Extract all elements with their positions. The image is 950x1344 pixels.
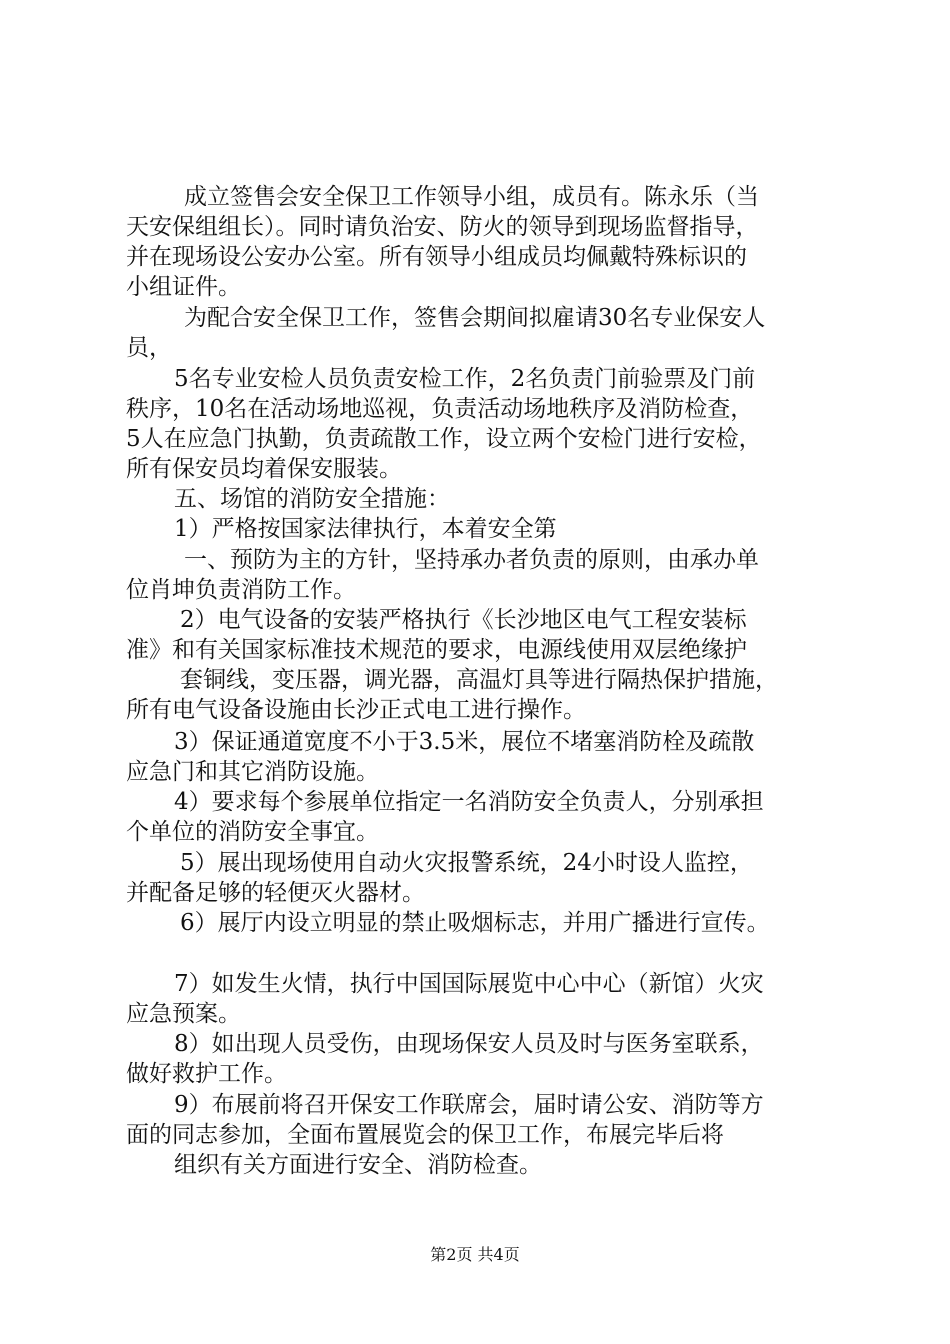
text-line: 5名专业安检人员负责安检工作，2名负责门前验票及门前: [174, 366, 756, 392]
text-line: 5）展出现场使用自动火灾报警系统，24小时设人监控，: [180, 850, 753, 876]
text-line: 3）保证通道宽度不小于3.5米，展位不堵塞消防栓及疏散: [174, 729, 755, 755]
text-line: 面的同志参加，全面布置展览会的保卫工作，布展完毕后将: [126, 1122, 724, 1148]
text-line: 7）如发生火情，执行中国国际展览中心中心（新馆）火灾: [174, 971, 764, 997]
text-line: 秩序，10名在活动场地巡视，负责活动场地秩序及消防检查，: [126, 396, 754, 422]
text-line: 应急预案。: [126, 1001, 241, 1027]
text-line: 一、预防为主的方针，坚持承办者负责的原则，由承办单: [184, 547, 759, 573]
text-line: 应急门和其它消防设施。: [126, 759, 379, 785]
text-line: 套铜线，变压器，调光器，高温灯具等进行隔热保护措施，: [180, 667, 778, 693]
text-line: 五、场馆的消防安全措施：: [174, 486, 450, 512]
text-line: 所有电气设备设施由长沙正式电工进行操作。: [126, 697, 586, 723]
text-line: 8）如出现人员受伤，由现场保安人员及时与医务室联系，: [174, 1031, 764, 1057]
text-line: 位肖坤负责消防工作。: [126, 577, 356, 603]
text-line: 1）严格按国家法律执行，本着安全第: [174, 516, 557, 542]
text-line: 6）展厅内设立明显的禁止吸烟标志，并用广播进行宣传。: [180, 910, 770, 936]
text-line: 5人在应急门执勤，负责疏散工作，设立两个安检门进行安检，: [126, 426, 762, 452]
text-line: 个单位的消防安全事宜。: [126, 819, 379, 845]
text-line: 员，: [126, 335, 172, 361]
text-line: 天安保组组长）。同时请负治安、防火的领导到现场监督指导，: [126, 214, 759, 240]
text-line: 2）电气设备的安装严格执行《长沙地区电气工程安装标: [180, 607, 747, 633]
text-line: 成立签售会安全保卫工作领导小组，成员有。陈永乐（当: [184, 184, 759, 210]
text-line: 所有保安员均着保安服装。: [126, 456, 402, 482]
text-line: 9）布展前将召开保安工作联席会，届时请公安、消防等方: [174, 1092, 764, 1118]
text-line: 为配合安全保卫工作，签售会期间拟雇请30名专业保安人: [184, 305, 766, 331]
text-line: 做好救护工作。: [126, 1061, 287, 1087]
text-line: 准》和有关国家标准技术规范的要求，电源线使用双层绝缘护: [126, 637, 747, 663]
text-line: 小组证件。: [126, 274, 241, 300]
text-line: 并在现场设公安办公室。所有领导小组成员均佩戴特殊标识的: [126, 244, 747, 270]
text-line: 4）要求每个参展单位指定一名消防安全负责人，分别承担: [174, 789, 764, 815]
text-line: 并配备足够的轻便灭火器材。: [126, 880, 425, 906]
text-line: 组织有关方面进行安全、消防检查。: [174, 1152, 542, 1178]
page-number: 第2页 共4页: [430, 1245, 520, 1264]
